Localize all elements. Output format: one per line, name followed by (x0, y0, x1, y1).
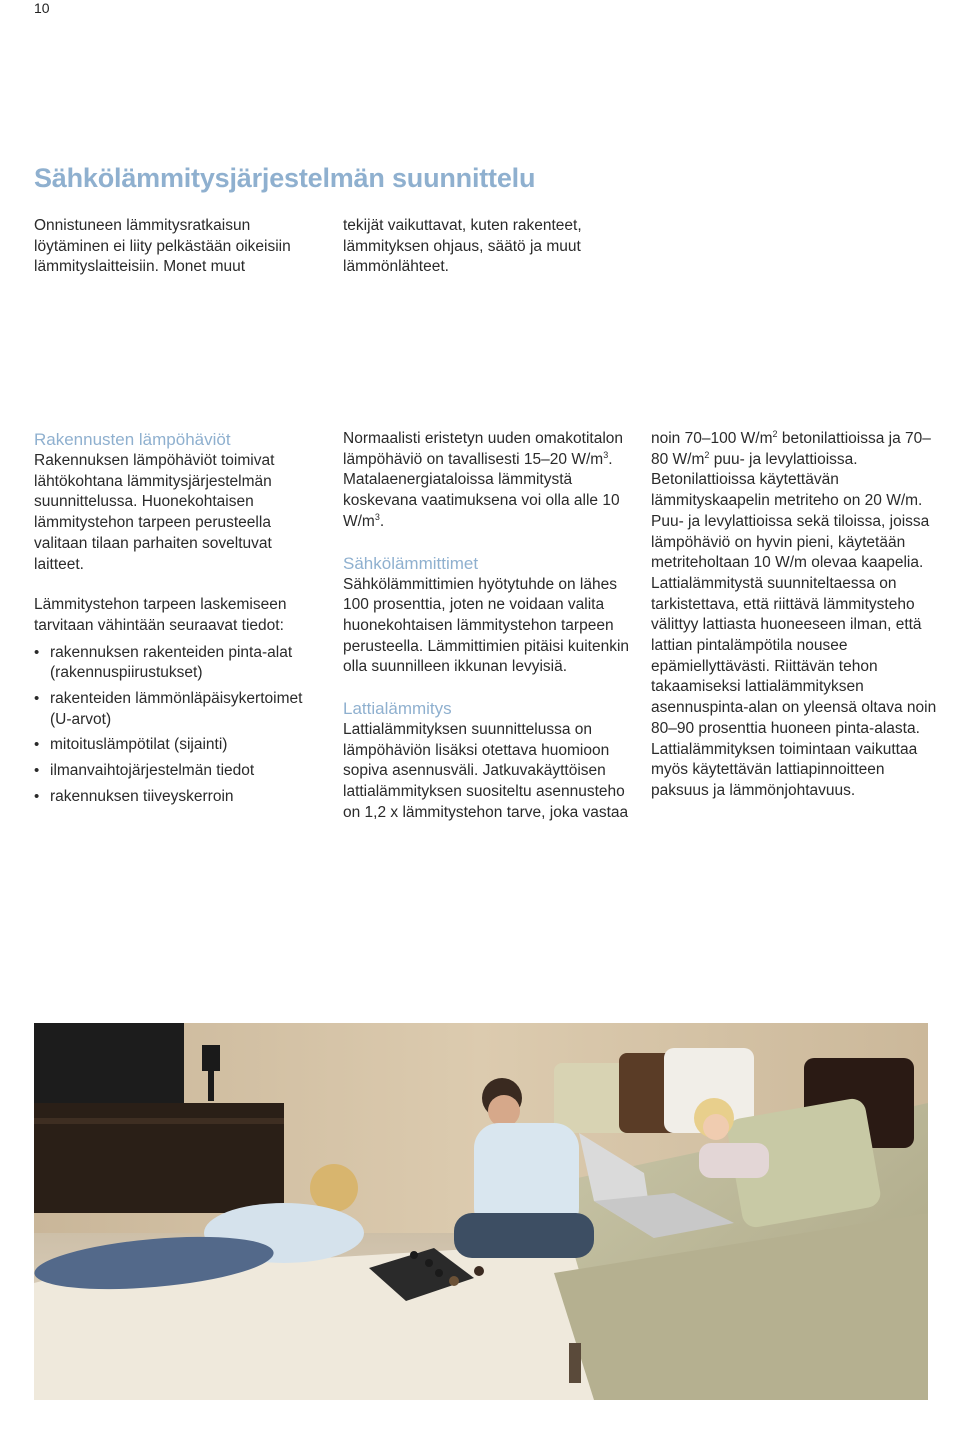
column-floor-heating-cont (651, 429, 941, 802)
bullet-icon: • (34, 762, 40, 780)
page-title: Sähkölämmitysjärjestelmän suunnittelu (34, 163, 536, 193)
page-number: 10 (34, 0, 50, 16)
intro-left (34, 216, 324, 278)
calc-requirements-paragraph: Lämmitystehon tarpeen laskemiseen tarvitaan vähintään seuraavat tiedot: (34, 596, 287, 634)
column-heat-loss (34, 429, 324, 813)
heading-electric-heaters: Sähkölämmittimet (343, 553, 479, 573)
list-item: • ilmanvaihtojärjestelmän tiedot (34, 761, 324, 782)
list-item: • rakennuksen rakenteiden pinta-alat (rakennuspiirustukset) (34, 643, 293, 682)
heat-loss-paragraph: Rakennuksen lämpöhäviöt toimivat lähtökohtana lämmitysjärjestelmän suunnittelussa. Huonekohtaisen lämmitystehon tarpeen perusteella valitaan tilaan parhaiten soveltuvat laitteet. (34, 452, 275, 573)
list-item: • mitoituslämpötilat (sijainti) (34, 735, 324, 756)
list-item: • rakennuksen tiiveyskerroin (34, 787, 324, 808)
requirements-list (34, 643, 324, 808)
bullet-icon: • (34, 690, 40, 708)
intro-left-text: Onnistuneen lämmitysratkaisun löytäminen ei liity pelkästään oikeisiin lämmityslaitteisiin. Monet muut (34, 217, 291, 275)
column-heaters (343, 429, 633, 824)
floor-heating-continued-paragraph: noin 70–100 $W/m^2$ betonilattioissa ja 70–80 $W/m^2$ puu- ja levylattioissa. Betonilattioissa käytettävän lämmityskaapelin metriteho on 20 W/m. Puu- ja levylattioissa sekä tiloissa, joissa lämpöhäviö on hyvin pieni, käytetään metriteholtaan 10 W/m olevaa kaapelia. Lattialämmitystä suunniteltaessa on tarkistettava, että riittävä lämmitysteho välittyy lattiasta huoneeseen ilman, että lattian pintalämpötila nousee epämiellyttävästi. Riittävän tehon takaamiseksi lattialämmityksen asennuspinta-alan on yleensä oltava noin 80–90 prosenttia huoneen pinta-alasta. Lattialämmityksen toimintaan vaikuttaa myös käytettävän lattiapinnoitteen paksuus ja lämmönjohtavuus. (651, 428, 937, 799)
bullet-icon: • (34, 736, 40, 754)
floor-heating-paragraph: Lattialämmityksen suunnittelussa on lämpöhäviön lisäksi otettava huomioon sopiva asennusväli. Jatkuvakäyttöisen lattialämmityksen suositeltu asennusteho on 1,2 x lämmitystehon tarve, joka vastaa (343, 721, 629, 821)
intro-right-text: tekijät vaikuttavat, kuten rakenteet, lämmityksen ohjaus, säätö ja muut lämmönlähteet. (343, 217, 582, 275)
heading-heat-loss: Rakennusten lämpöhäviöt (34, 430, 231, 449)
bullet-icon: • (34, 643, 40, 661)
electric-heaters-paragraph: Sähkölämmittimien hyötytuhde on lähes 100 prosenttia, joten ne voidaan valita huonekohtaisen lämmitystehon tarpeen perusteella. Lämmittimien pitäisi kuitenkin olla suunnilleen ikkunan levyisiä. (343, 575, 630, 676)
heading-floor-heating: Lattialämmitys (343, 699, 452, 719)
insulation-paragraph: Normaalisti eristetyn uuden omakotitalon lämpöhäviö on tavallisesti 15–20 $W/m^3$. Matalaenergiataloissa lämmitystä koskevana vaatimuksena voi olla alle 10 $W/m^3$. (343, 430, 623, 530)
bullet-icon: • (34, 787, 40, 805)
photo-illustration (34, 1023, 928, 1400)
intro-right (343, 216, 633, 278)
family-on-heated-floor-photo (34, 1023, 928, 1400)
list-item: • rakenteiden lämmönläpäisykertoimet (U-arvot) (34, 690, 303, 728)
